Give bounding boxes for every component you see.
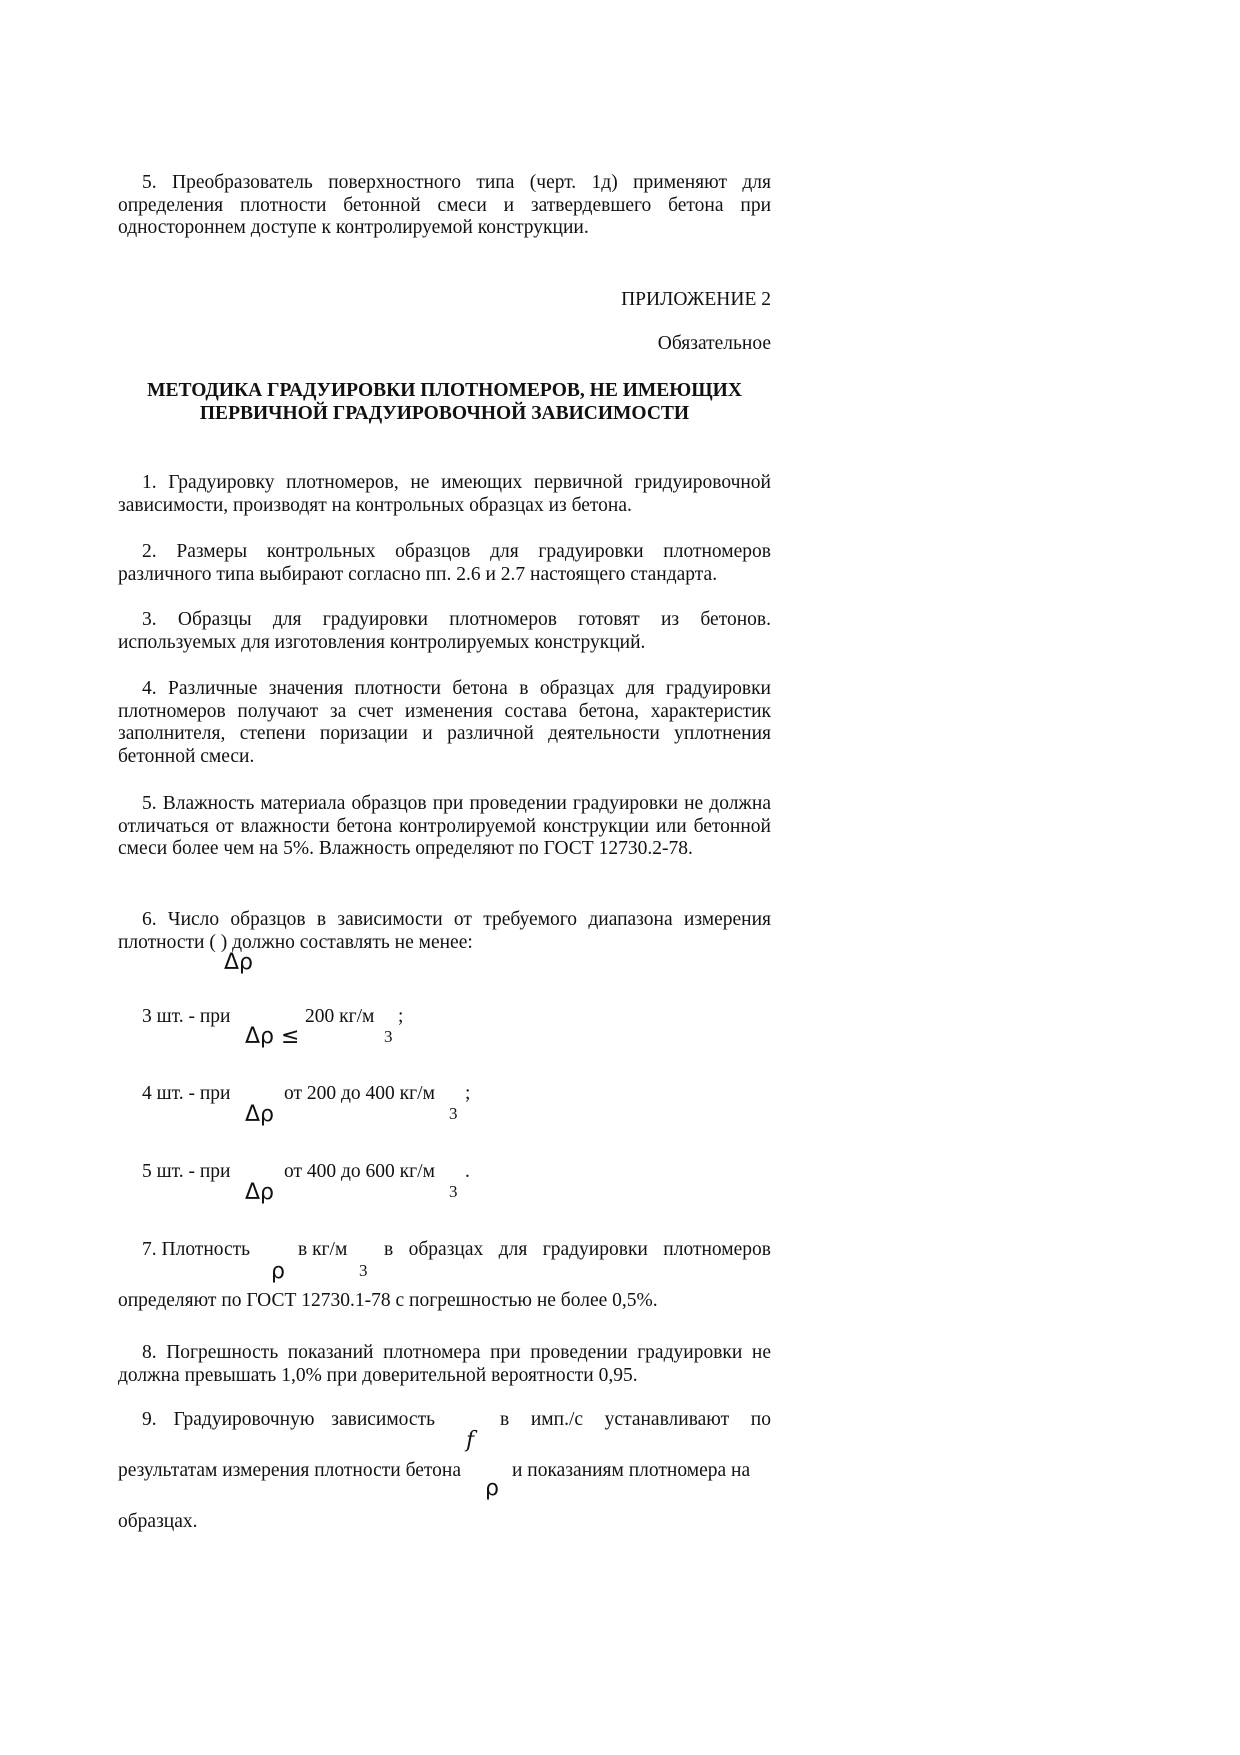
rho-symbol-2: ρ bbox=[485, 1476, 499, 1501]
paragraph-9-start: 9. Градуировочную зависимость bbox=[142, 1409, 435, 1430]
delta-rho-symbol: Δρ bbox=[224, 950, 254, 975]
title-line-1: МЕТОДИКА ГРАДУИРОВКИ ПЛОТНОМЕРОВ, НЕ ИМЕЮЩИХ bbox=[147, 380, 742, 401]
list-item-3-exponent: 3 bbox=[449, 1182, 458, 1201]
paragraph-9-end: образцах. bbox=[118, 1511, 198, 1532]
list-item-2-range: от 200 до 400 кг/м bbox=[284, 1083, 435, 1104]
list-item-2-symbol: Δρ bbox=[245, 1102, 275, 1127]
list-item-1-range: 200 кг/м bbox=[305, 1006, 375, 1027]
list-item-1-exponent: 3 bbox=[384, 1027, 393, 1046]
paragraph-8: 8. Погрешность показаний плотномера при проведении градуировки не должна превышать 1,0% при доверительной вероятности 0,95. bbox=[118, 1342, 771, 1386]
paragraph-9-line2-end: и показаниям плотномера на bbox=[512, 1460, 751, 1481]
appendix-status: Обязательное bbox=[657, 333, 771, 354]
list-item-2-count: 4 шт. - при bbox=[142, 1083, 231, 1104]
paragraph-7-unit: в кг/м bbox=[298, 1239, 348, 1260]
paragraph-1: 1. Градуировку плотномеров, не имеющих первичной гридуировочной зависимости, производят на контрольных образцах из бетона. bbox=[118, 472, 771, 516]
paragraph-6: 6. Число образцов в зависимости от требуемого диапазона измерения плотности ( ) должно составлять не менее: bbox=[118, 909, 771, 953]
f-symbol: f bbox=[466, 1428, 475, 1453]
list-item-3-end: . bbox=[465, 1161, 470, 1182]
list-item-1-symbol: Δρ ≤ bbox=[245, 1024, 300, 1049]
paragraph-7-end: определяют по ГОСТ 12730.1-78 с погрешностью не более 0,5%. bbox=[118, 1290, 658, 1311]
list-item-3-count: 5 шт. - при bbox=[142, 1161, 231, 1182]
paragraph-2: 2. Размеры контрольных образцов для градуировки плотномеров различного типа выбирают согласно пп. 2.6 и 2.7 настоящего стандарта. bbox=[118, 541, 771, 585]
paragraph-7-continuation: в образцах для градуировки плотномеров bbox=[384, 1239, 771, 1260]
paragraph-9-line2: результатам измерения плотности бетона bbox=[118, 1460, 461, 1481]
list-item-1-end: ; bbox=[398, 1006, 404, 1027]
section-title bbox=[118, 380, 771, 425]
paragraph-3: 3. Образцы для градуировки плотномеров готовят из бетонов. используемых для изготовления контролируемых конструкций. bbox=[118, 609, 771, 653]
paragraph-5: 5. Влажность материала образцов при проведении градуировки не должна отличаться от влажности бетона контролируемой конструкции или бетонной смеси более чем на 5%. Влажность определяют по ГОСТ 12730.2-78. bbox=[118, 793, 771, 860]
paragraph-7-start: 7. Плотность bbox=[142, 1239, 251, 1260]
paragraph-9-continuation: в имп./с устанавливают по bbox=[500, 1409, 771, 1430]
list-item-1-count: 3 шт. - при bbox=[142, 1006, 231, 1027]
list-item-3-symbol: Δρ bbox=[245, 1180, 275, 1205]
title-line-2: ПЕРВИЧНОЙ ГРАДУИРОВОЧНОЙ ЗАВИСИМОСТИ bbox=[199, 402, 690, 424]
paragraph-4: 4. Различные значения плотности бетона в образцах для градуировки плотномеров получают за счет изменения состава бетона, характеристик заполнителя, степени поризации и различной деятельности уплотнения бетонной смеси. bbox=[118, 678, 771, 767]
rho-symbol: ρ bbox=[271, 1259, 285, 1284]
intro-paragraph: 5. Преобразователь поверхностного типа (черт. 1д) применяют для определения плотности бетонной смеси и затвердевшего бетона при одностороннем доступе к контролируемой конструкции. bbox=[118, 172, 771, 239]
paragraph-7-exponent: 3 bbox=[359, 1261, 368, 1280]
list-item-2-exponent: 3 bbox=[449, 1104, 458, 1123]
list-item-2-end: ; bbox=[465, 1083, 471, 1104]
appendix-label: ПРИЛОЖЕНИЕ 2 bbox=[621, 289, 771, 310]
list-item-3-range: от 400 до 600 кг/м bbox=[284, 1161, 435, 1182]
